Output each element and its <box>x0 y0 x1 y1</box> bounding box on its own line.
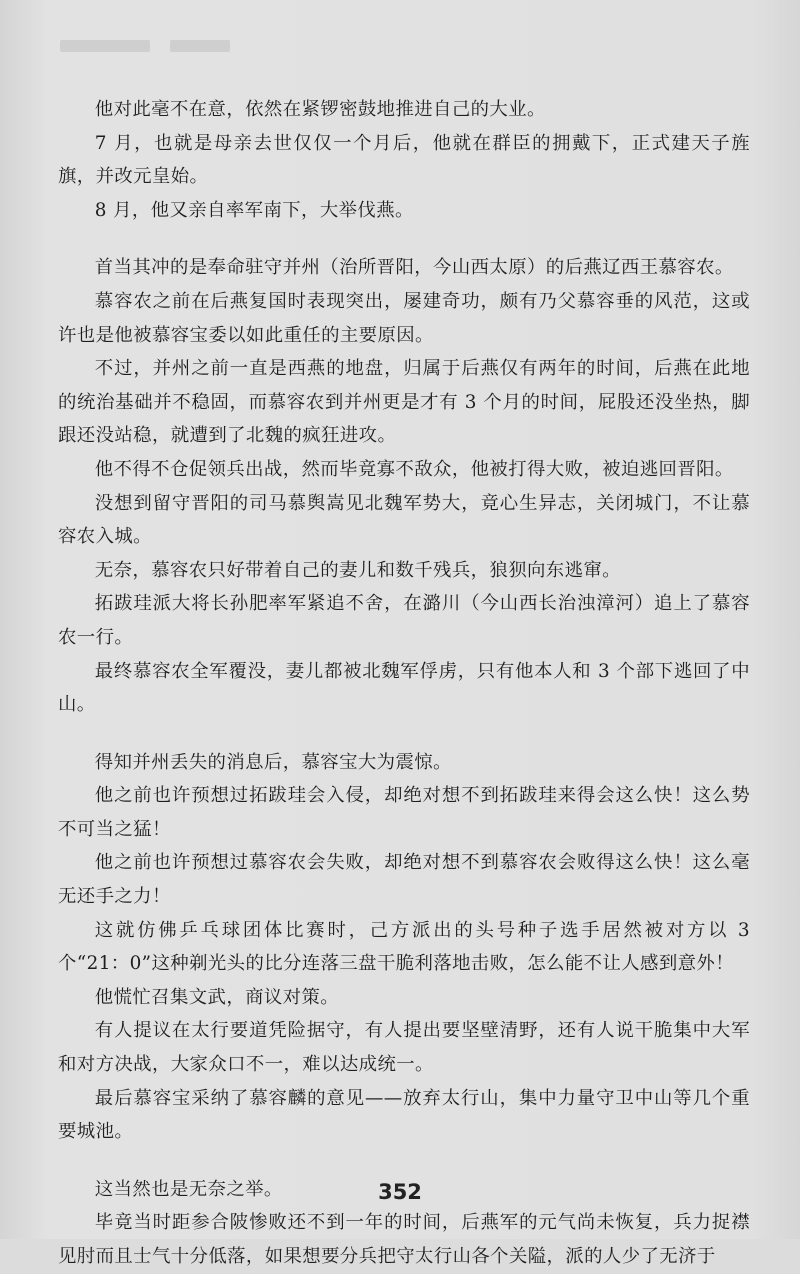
paragraph: 拓跋珪派大将长孙肥率军紧追不舍，在潞川（今山西长治浊漳河）追上了慕容农一行。 <box>58 593 750 648</box>
paragraph: 无奈，慕容农只好带着自己的妻儿和数千残兵，狼狈向东逃窜。 <box>94 559 621 581</box>
paragraph: 他之前也许预想过慕容农会失败，却绝对想不到慕容农会败得这么快！这么毫无还手之力！ <box>58 852 750 908</box>
paragraph: 没想到留守晋阳的司马慕舆嵩见北魏军势大，竟心生异志，关闭城门，不让慕容农入城。 <box>58 492 750 548</box>
paragraph: 这就仿佛乒乓球团体比赛时，己方派出的头号种子选手居然被对方以 3 个“21：0”这种剃光头的比分连落三盘干脆利落地击败，怎么能不让人感到意外！ <box>58 919 750 975</box>
paragraph: 最终慕容农全军覆没，妻儿都被北魏军俘虏，只有他本人和 3 个部下逃回了中山。 <box>58 660 750 716</box>
paragraph: 8 月，他又亲自率军南下，大举伐燕。 <box>94 199 414 221</box>
paragraph: 得知并州丢失的消息后，慕容宝大为震惊。 <box>94 751 452 773</box>
paragraph: 慕容农之前在后燕复国时表现突出，屡建奇功，颇有乃父慕容垂的风范，这或许也是他被慕容宝委以如此重任的主要原因。 <box>58 290 750 346</box>
header-bleedthrough <box>60 40 150 52</box>
paragraph: 他之前也许预想过拓跋珪会入侵，却绝对想不到拓跋珪来得会这么快！这么势不可当之猛！ <box>58 785 750 840</box>
page-body <box>58 93 750 1274</box>
paragraph: 他不得不仓促领兵出战，然而毕竟寡不敌众，他被打得大败，被迫逃回晋阳。 <box>94 458 734 480</box>
paragraph: 毕竟当时距参合陂惨败还不到一年的时间，后燕军的元气尚未恢复，兵力捉襟见肘而且士气十分低落，如果想要分兵把守太行山各个关隘，派的人少了无济于 <box>58 1212 750 1267</box>
paragraph: 这当然也是无奈之举。 <box>94 1178 283 1200</box>
paragraph: 他慌忙召集文武，商议对策。 <box>94 986 340 1008</box>
paragraph: 他对此毫不在意，依然在紧锣密鼓地推进自己的大业。 <box>94 99 546 120</box>
header-bleedthrough <box>170 40 230 52</box>
paragraph: 最后慕容宝采纳了慕容麟的意见——放弃太行山，集中力量守卫中山等几个重要城池。 <box>58 1087 750 1143</box>
paragraph: 不过，并州之前一直是西燕的地盘，归属于后燕仅有两年的时间，后燕在此地的统治基础并不稳固，而慕容农到并州更是才有 3 个月的时间，屁股还没坐热，脚跟还没站稳，就遭到了北魏的疯狂进攻。 <box>58 358 750 447</box>
page-number: 352 <box>378 1180 422 1204</box>
paragraph: 首当其冲的是奉命驻守并州（治所晋阳，今山西太原）的后燕辽西王慕容农。 <box>94 257 734 279</box>
paragraph: 有人提议在太行要道凭险据守，有人提出要坚壁清野，还有人说干脆集中大军和对方决战，大家众口不一，难以达成统一。 <box>58 1020 750 1076</box>
paragraph: 7 月，也就是母亲去世仅仅一个月后，他就在群臣的拥戴下，正式建天子旌旗，并改元皇始。 <box>58 132 750 188</box>
